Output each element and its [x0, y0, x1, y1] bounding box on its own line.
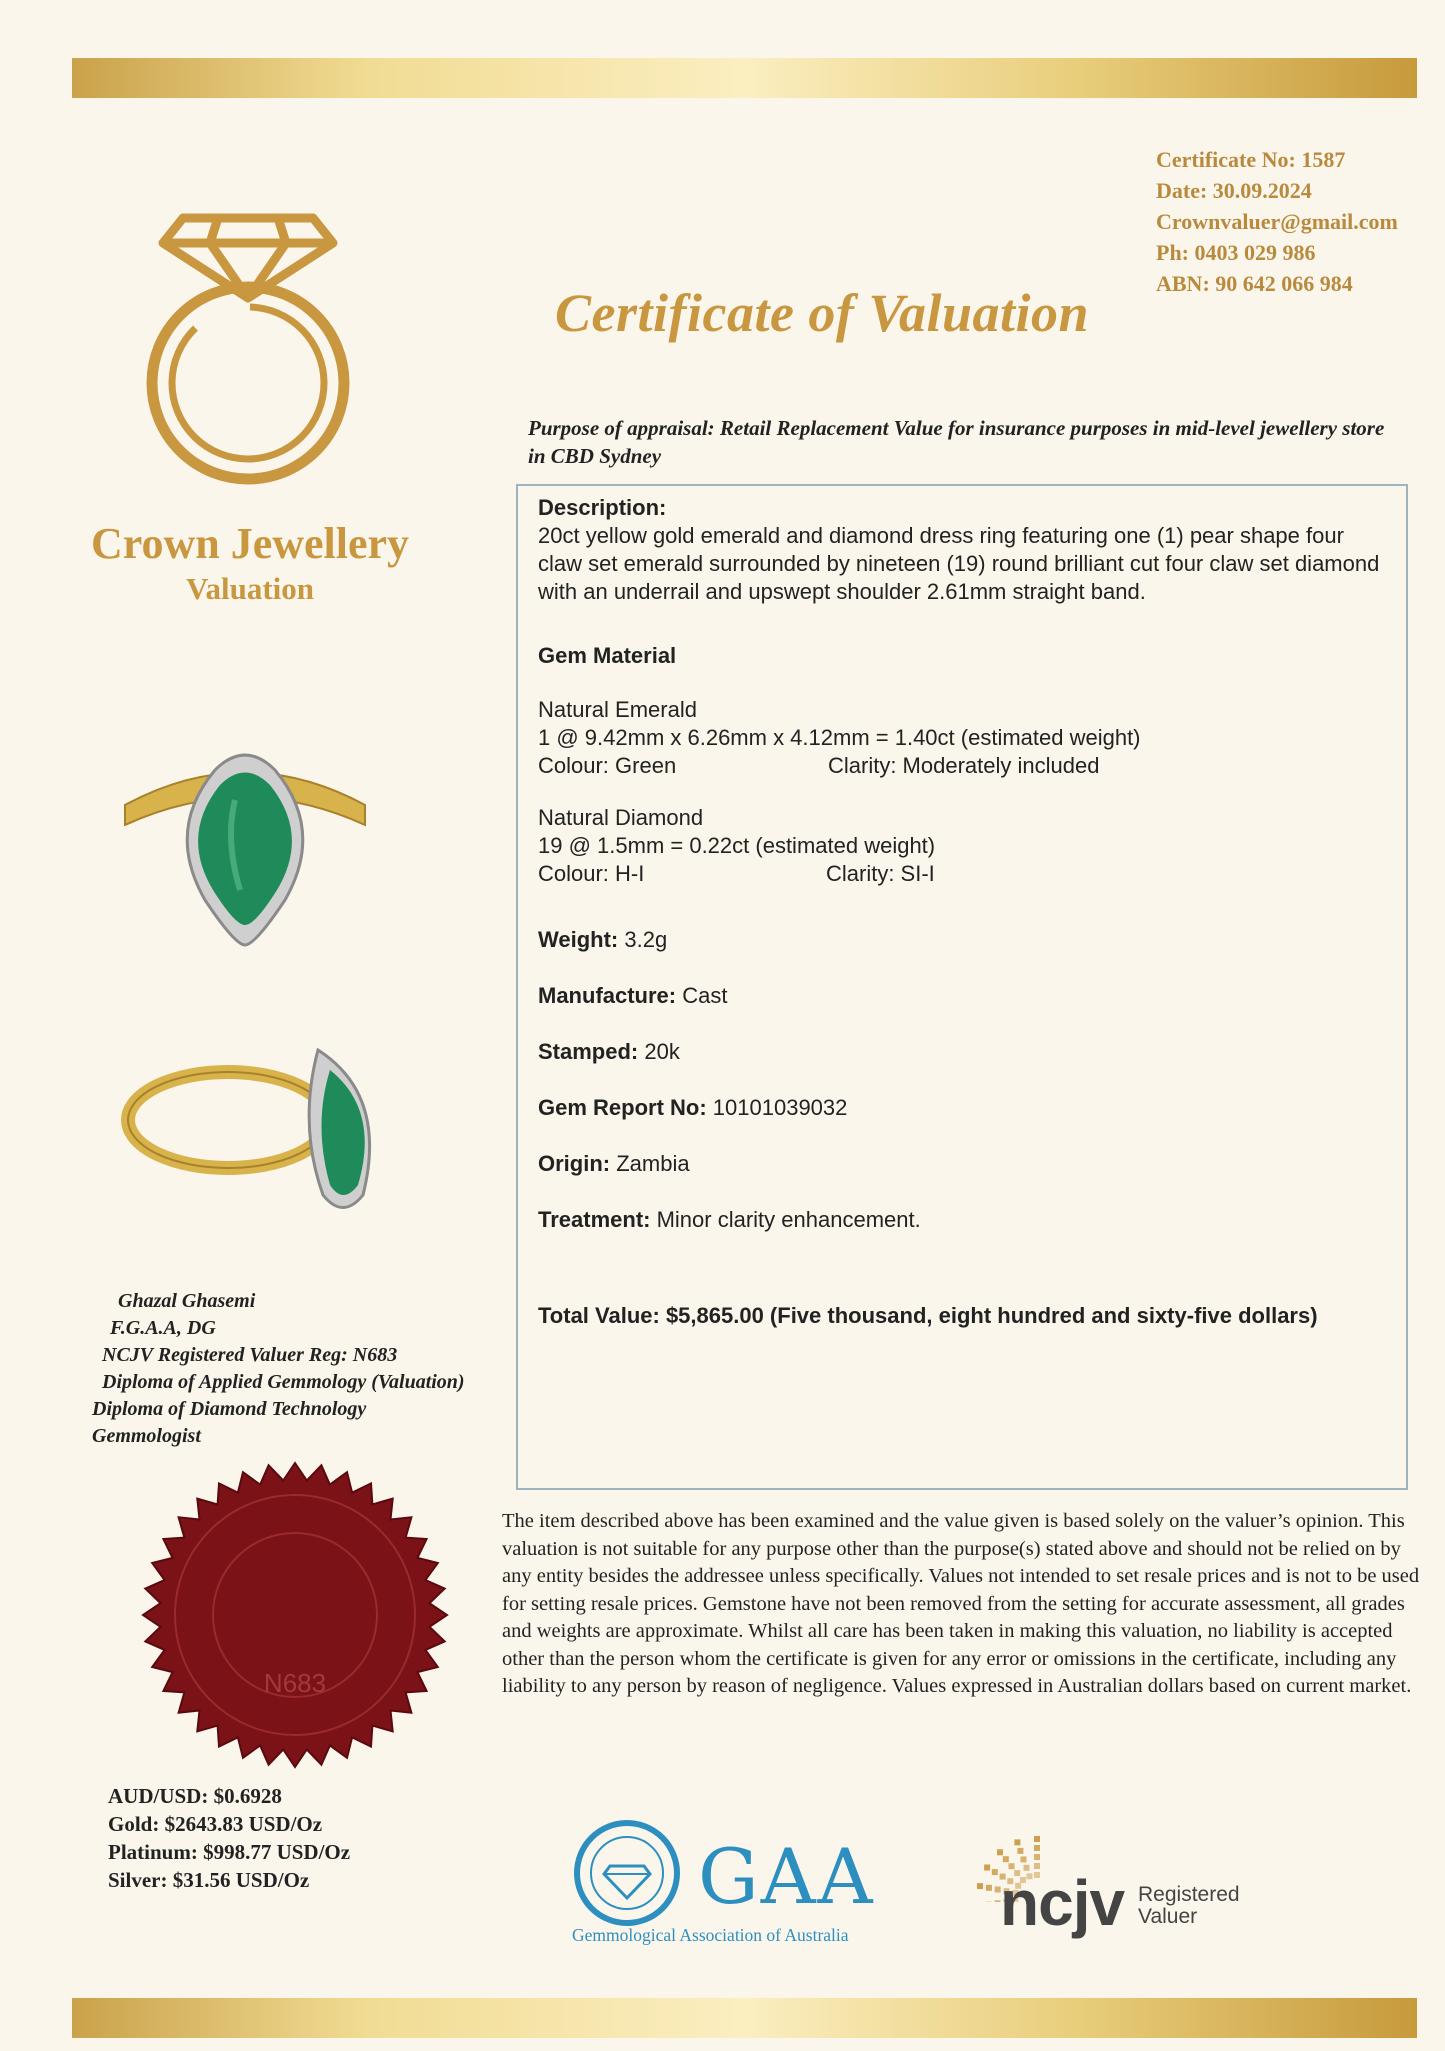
diamond-measure: 19 @ 1.5mm = 0.22ct (estimated weight): [538, 833, 936, 858]
top-gold-band: [72, 58, 1417, 98]
gaa-emblem-icon: [572, 1818, 682, 1928]
ring-front-image: [115, 730, 375, 950]
ring-side-image: [118, 1035, 398, 1220]
brand-name: Crown Jewellery: [90, 519, 410, 568]
wax-seal-icon: [140, 1460, 450, 1770]
valuer-diploma-2: Diploma of Diamond Technology: [92, 1398, 367, 1420]
detail-treatment: Treatment: Minor clarity enhancement.: [538, 1207, 921, 1232]
rate-silver: Silver: $31.56 USD/Oz: [108, 1868, 310, 1892]
abn: ABN: 90 642 066 984: [1156, 271, 1353, 296]
total-value: Total Value: $5,865.00 (Five thousand, eight hundred and sixty-five dollars): [538, 1303, 1318, 1328]
brand-sub: Valuation: [185, 571, 315, 606]
valuer-role: Gemmologist: [92, 1425, 201, 1447]
valuer-diploma-1: Diploma of Applied Gemmology (Valuation): [102, 1371, 465, 1393]
rate-gold: Gold: $2643.83 USD/Oz: [108, 1812, 323, 1836]
emerald-colour: Colour: Green: [538, 753, 677, 778]
gem-material-heading: Gem Material: [538, 643, 677, 668]
detail-gem-report: Gem Report No: 10101039032: [538, 1095, 848, 1120]
description-box: [516, 484, 1408, 1490]
contact-phone: Ph: 0403 029 986: [1156, 240, 1316, 265]
emerald-clarity: Clarity: Moderately included: [828, 753, 1100, 778]
emerald-measure: 1 @ 9.42mm x 6.26mm x 4.12mm = 1.40ct (estimated weight): [538, 725, 1141, 750]
ncjv-subtitle: Registered Valuer: [1138, 1883, 1240, 1928]
certificate-info: [1156, 144, 1398, 299]
detail-origin: Origin: Zambia: [538, 1151, 690, 1176]
diamond-colour: Colour: H-I: [538, 861, 645, 886]
emerald-name: Natural Emerald: [538, 697, 697, 722]
gaa-logo-text: GAA: [698, 1832, 875, 1921]
rate-aud-usd: AUD/USD: $0.6928: [108, 1784, 282, 1808]
valuer-reg: NCJV Registered Valuer Reg: N683: [102, 1344, 398, 1366]
page-title: Certificate of Valuation: [555, 283, 1090, 343]
gaa-full-name: Gemmological Association of Australia: [572, 1925, 849, 1945]
certificate-number: Certificate No: 1587: [1156, 147, 1346, 172]
purpose-of-appraisal: Purpose of appraisal: Retail Replacement Value for insurance purposes in mid-level jewellery store in CBD Sydney: [528, 416, 1385, 468]
bottom-gold-band: [72, 1998, 1417, 2038]
disclaimer: The item described above has been examined and the value given is based solely on the valuer’s opinion. This valuation is not suitable for any purpose other than the purpose(s) stated above and should not be relied on by any entity besides the addressee unless specifically. Values not intended to set resale prices and is not to be used for setting resale prices. Gemstone have not been removed from the setting for accurate assessment, all grades and weights are approximate. Whilst all care has been taken in making this valuation, no liability is accepted other than the person whom the certificate is given for any error or omissions in the certificate, including any liability to any person by reason of negligence. Values expressed in Australian dollars based on current market.: [502, 1510, 1420, 1697]
details-list: [538, 926, 1390, 1234]
contact-email: Crownvaluer@gmail.com: [1156, 209, 1398, 234]
metal-rates: [108, 1782, 350, 1894]
rate-platinum: Platinum: $998.77 USD/Oz: [108, 1840, 351, 1864]
ncjv-logo-text: ncjv: [1000, 1867, 1125, 1939]
valuer-quals: F.G.A.A, DG: [110, 1317, 216, 1339]
valuer-block: [92, 1288, 465, 1450]
ring-logo-icon: [128, 198, 378, 498]
description-label: Description:: [538, 495, 667, 520]
diamond-clarity: Clarity: SI-I: [826, 861, 935, 886]
detail-stamped: Stamped: 20k: [538, 1039, 680, 1064]
detail-weight: Weight: 3.2g: [538, 927, 668, 952]
diamond-name: Natural Diamond: [538, 805, 704, 830]
brand-block: [60, 518, 440, 607]
seal-text: N683: [263, 1668, 327, 1698]
valuer-name: Ghazal Ghasemi: [118, 1290, 256, 1312]
detail-manufacture: Manufacture: Cast: [538, 983, 728, 1008]
certificate-date: Date: 30.09.2024: [1156, 178, 1312, 203]
description-text: 20ct yellow gold emerald and diamond dress ring featuring one (1) pear shape four claw set emerald surrounded by nineteen (19) round brilliant cut four claw set diamond with an underrail and upswept shoulder 2.61mm straight band.: [538, 523, 1380, 604]
